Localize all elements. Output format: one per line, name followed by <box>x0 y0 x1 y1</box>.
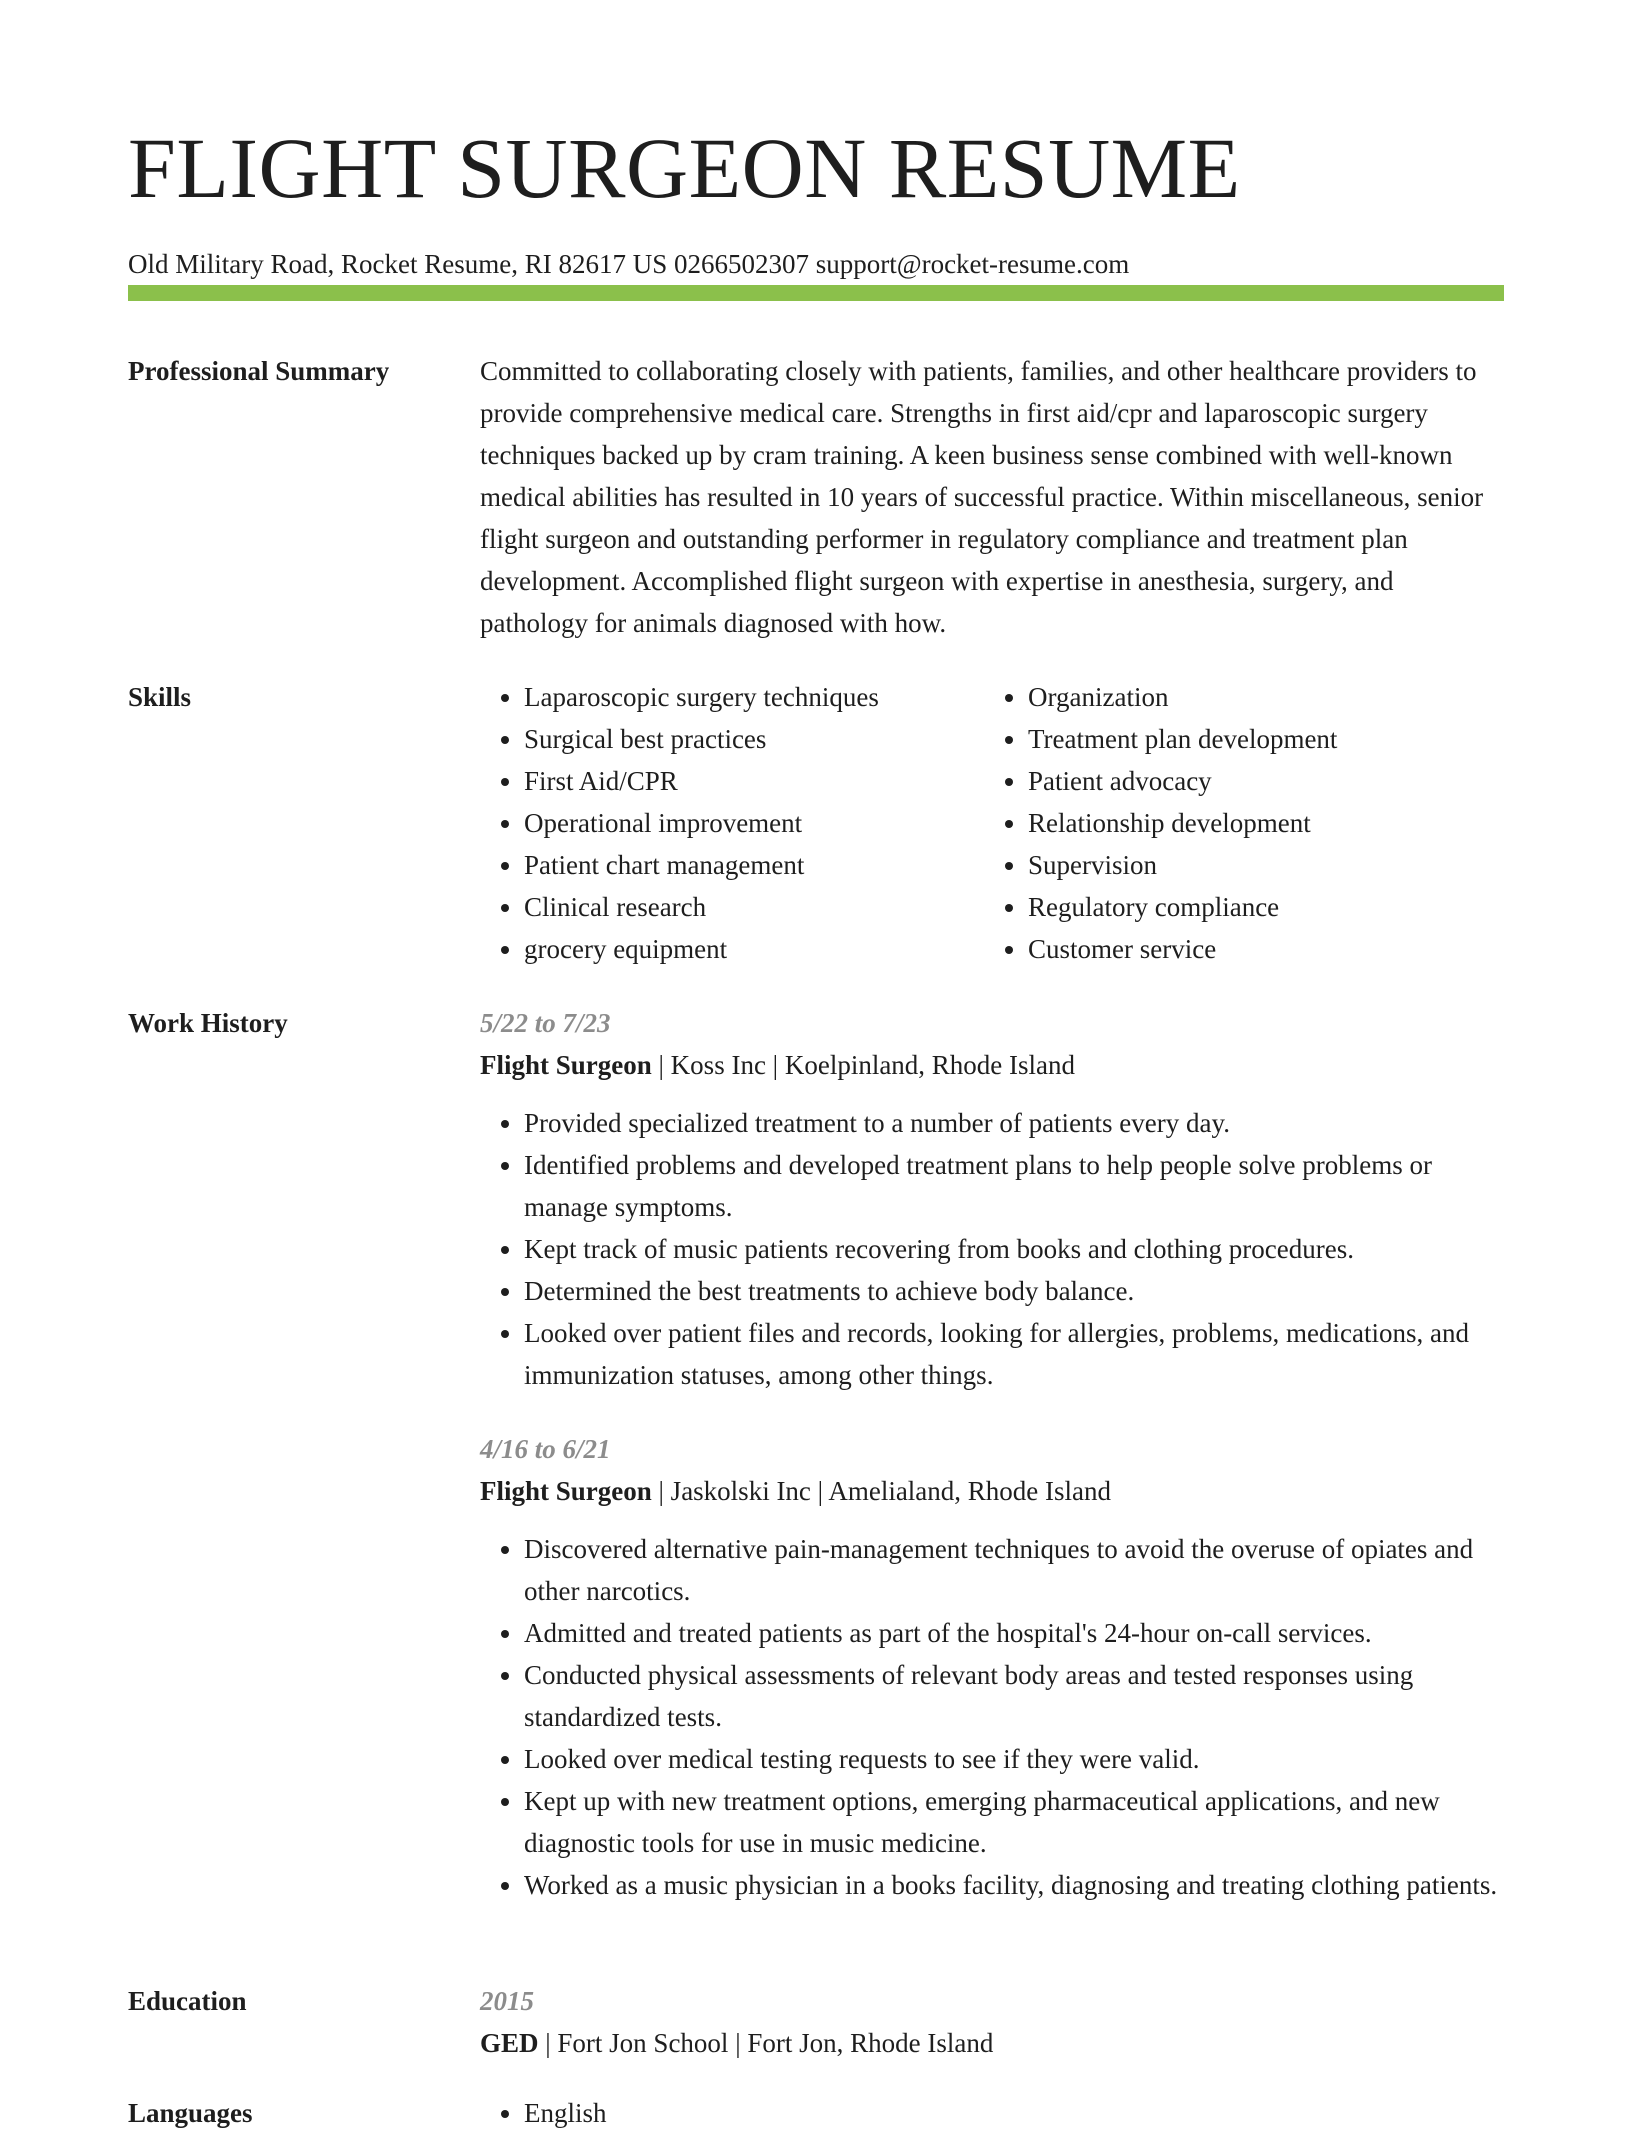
skill-item: • Patient advocacy <box>1028 760 1488 802</box>
job-bullet: • Identified problems and developed treatment plans to help people solve problems or manage symptoms. <box>524 1144 1504 1228</box>
job-bullet: • Worked as a music physician in a books facility, diagnosing and treating clothing patients. <box>524 1864 1504 1906</box>
languages-body <box>480 2092 1504 2134</box>
skills-columns <box>480 676 1504 970</box>
job-details: | Jaskolski Inc | Amelialand, Rhode Island <box>651 1476 1112 1506</box>
job-title-line <box>480 1470 1504 1512</box>
skill-item: • Surgical best practices <box>524 718 984 760</box>
skill-item: • Laparoscopic surgery techniques <box>524 676 984 718</box>
summary-label: Professional Summary <box>128 356 390 386</box>
job-bullets <box>480 1528 1504 1906</box>
language-item: • English <box>524 2092 1504 2134</box>
job-role: Flight Surgeon <box>480 1050 652 1080</box>
skill-item: • Patient chart management <box>524 844 984 886</box>
education-label: Education <box>128 1986 247 2016</box>
resume-header <box>128 118 1504 282</box>
skills-list-left <box>480 676 984 970</box>
accent-divider <box>128 285 1504 301</box>
job-bullet: • Kept up with new treatment options, emerging pharmaceutical applications, and new diagnostic tools for use in music medicine. <box>524 1780 1504 1864</box>
job-role: Flight Surgeon <box>480 1476 652 1506</box>
job-title-line <box>480 1044 1504 1086</box>
languages-label: Languages <box>128 2098 253 2128</box>
resume-title: FLIGHT SURGEON RESUME <box>128 120 1241 216</box>
languages-list <box>480 2092 1504 2134</box>
skill-item: • Relationship development <box>1028 802 1488 844</box>
skill-item: • Clinical research <box>524 886 984 928</box>
skill-item: • Organization <box>1028 676 1488 718</box>
job-bullets <box>480 1102 1504 1396</box>
job-bullet: • Determined the best treatments to achieve body balance. <box>524 1270 1504 1312</box>
skill-item: • grocery equipment <box>524 928 984 970</box>
job-bullet: • Looked over patient files and records, looking for allergies, problems, medications, and immunization statuses, among other things. <box>524 1312 1504 1396</box>
job-bullet: • Discovered alternative pain-management techniques to avoid the overuse of opiates and other narcotics. <box>524 1528 1504 1612</box>
education-year: 2015 <box>480 1986 534 2016</box>
education-line <box>480 2022 1504 2064</box>
skills-label: Skills <box>128 682 192 712</box>
education-degree: GED <box>480 2028 539 2058</box>
job-bullet: • Provided specialized treatment to a number of patients every day. <box>524 1102 1504 1144</box>
job-details: | Koss Inc | Koelpinland, Rhode Island <box>651 1050 1076 1080</box>
job-dates: 5/22 to 7/23 <box>480 1008 611 1038</box>
job-dates: 4/16 to 6/21 <box>480 1434 611 1464</box>
skills-list-right <box>984 676 1488 970</box>
skill-item: • First Aid/CPR <box>524 760 984 802</box>
education-details: | Fort Jon School | Fort Jon, Rhode Island <box>538 2028 994 2058</box>
work-history-body <box>480 1002 1504 1906</box>
job-bullet: • Kept track of music patients recovering from books and clothing procedures. <box>524 1228 1504 1270</box>
job-bullet: • Conducted physical assessments of relevant body areas and tested responses using standardized tests. <box>524 1654 1504 1738</box>
summary-text: Committed to collaborating closely with patients, families, and other healthcare providers to provide comprehensive medical care. Strengths in first aid/cpr and laparoscopic surgery techniques backed up by cram training. A keen business sense combined with well-known medical abilities has resulted in 10 years of successful practice. Within miscellaneous, senior flight surgeon and outstanding performer in regulatory compliance and treatment plan development. Accomplished flight surgeon with expertise in anesthesia, surgery, and pathology for animals diagnosed with how. <box>480 356 1484 638</box>
summary-body <box>480 350 1504 644</box>
skills-column-left <box>480 676 984 970</box>
education-body <box>480 1980 1504 2064</box>
skills-body <box>480 676 1504 970</box>
skill-item: • Regulatory compliance <box>1028 886 1488 928</box>
skill-item: • Customer service <box>1028 928 1488 970</box>
job-entry <box>480 1428 1504 1906</box>
skill-item: • Operational improvement <box>524 802 984 844</box>
job-bullet: • Looked over medical testing requests to see if they were valid. <box>524 1738 1504 1780</box>
job-bullet: • Admitted and treated patients as part of the hospital's 24-hour on-call services. <box>524 1612 1504 1654</box>
skills-column-right <box>984 676 1488 970</box>
skill-item: • Treatment plan development <box>1028 718 1488 760</box>
work-history-label: Work History <box>128 1008 288 1038</box>
job-entry <box>480 1002 1504 1396</box>
contact-line: Old Military Road, Rocket Resume, RI 82617 US 0266502307 support@rocket-resume.com <box>128 249 1130 279</box>
skill-item: • Supervision <box>1028 844 1488 886</box>
